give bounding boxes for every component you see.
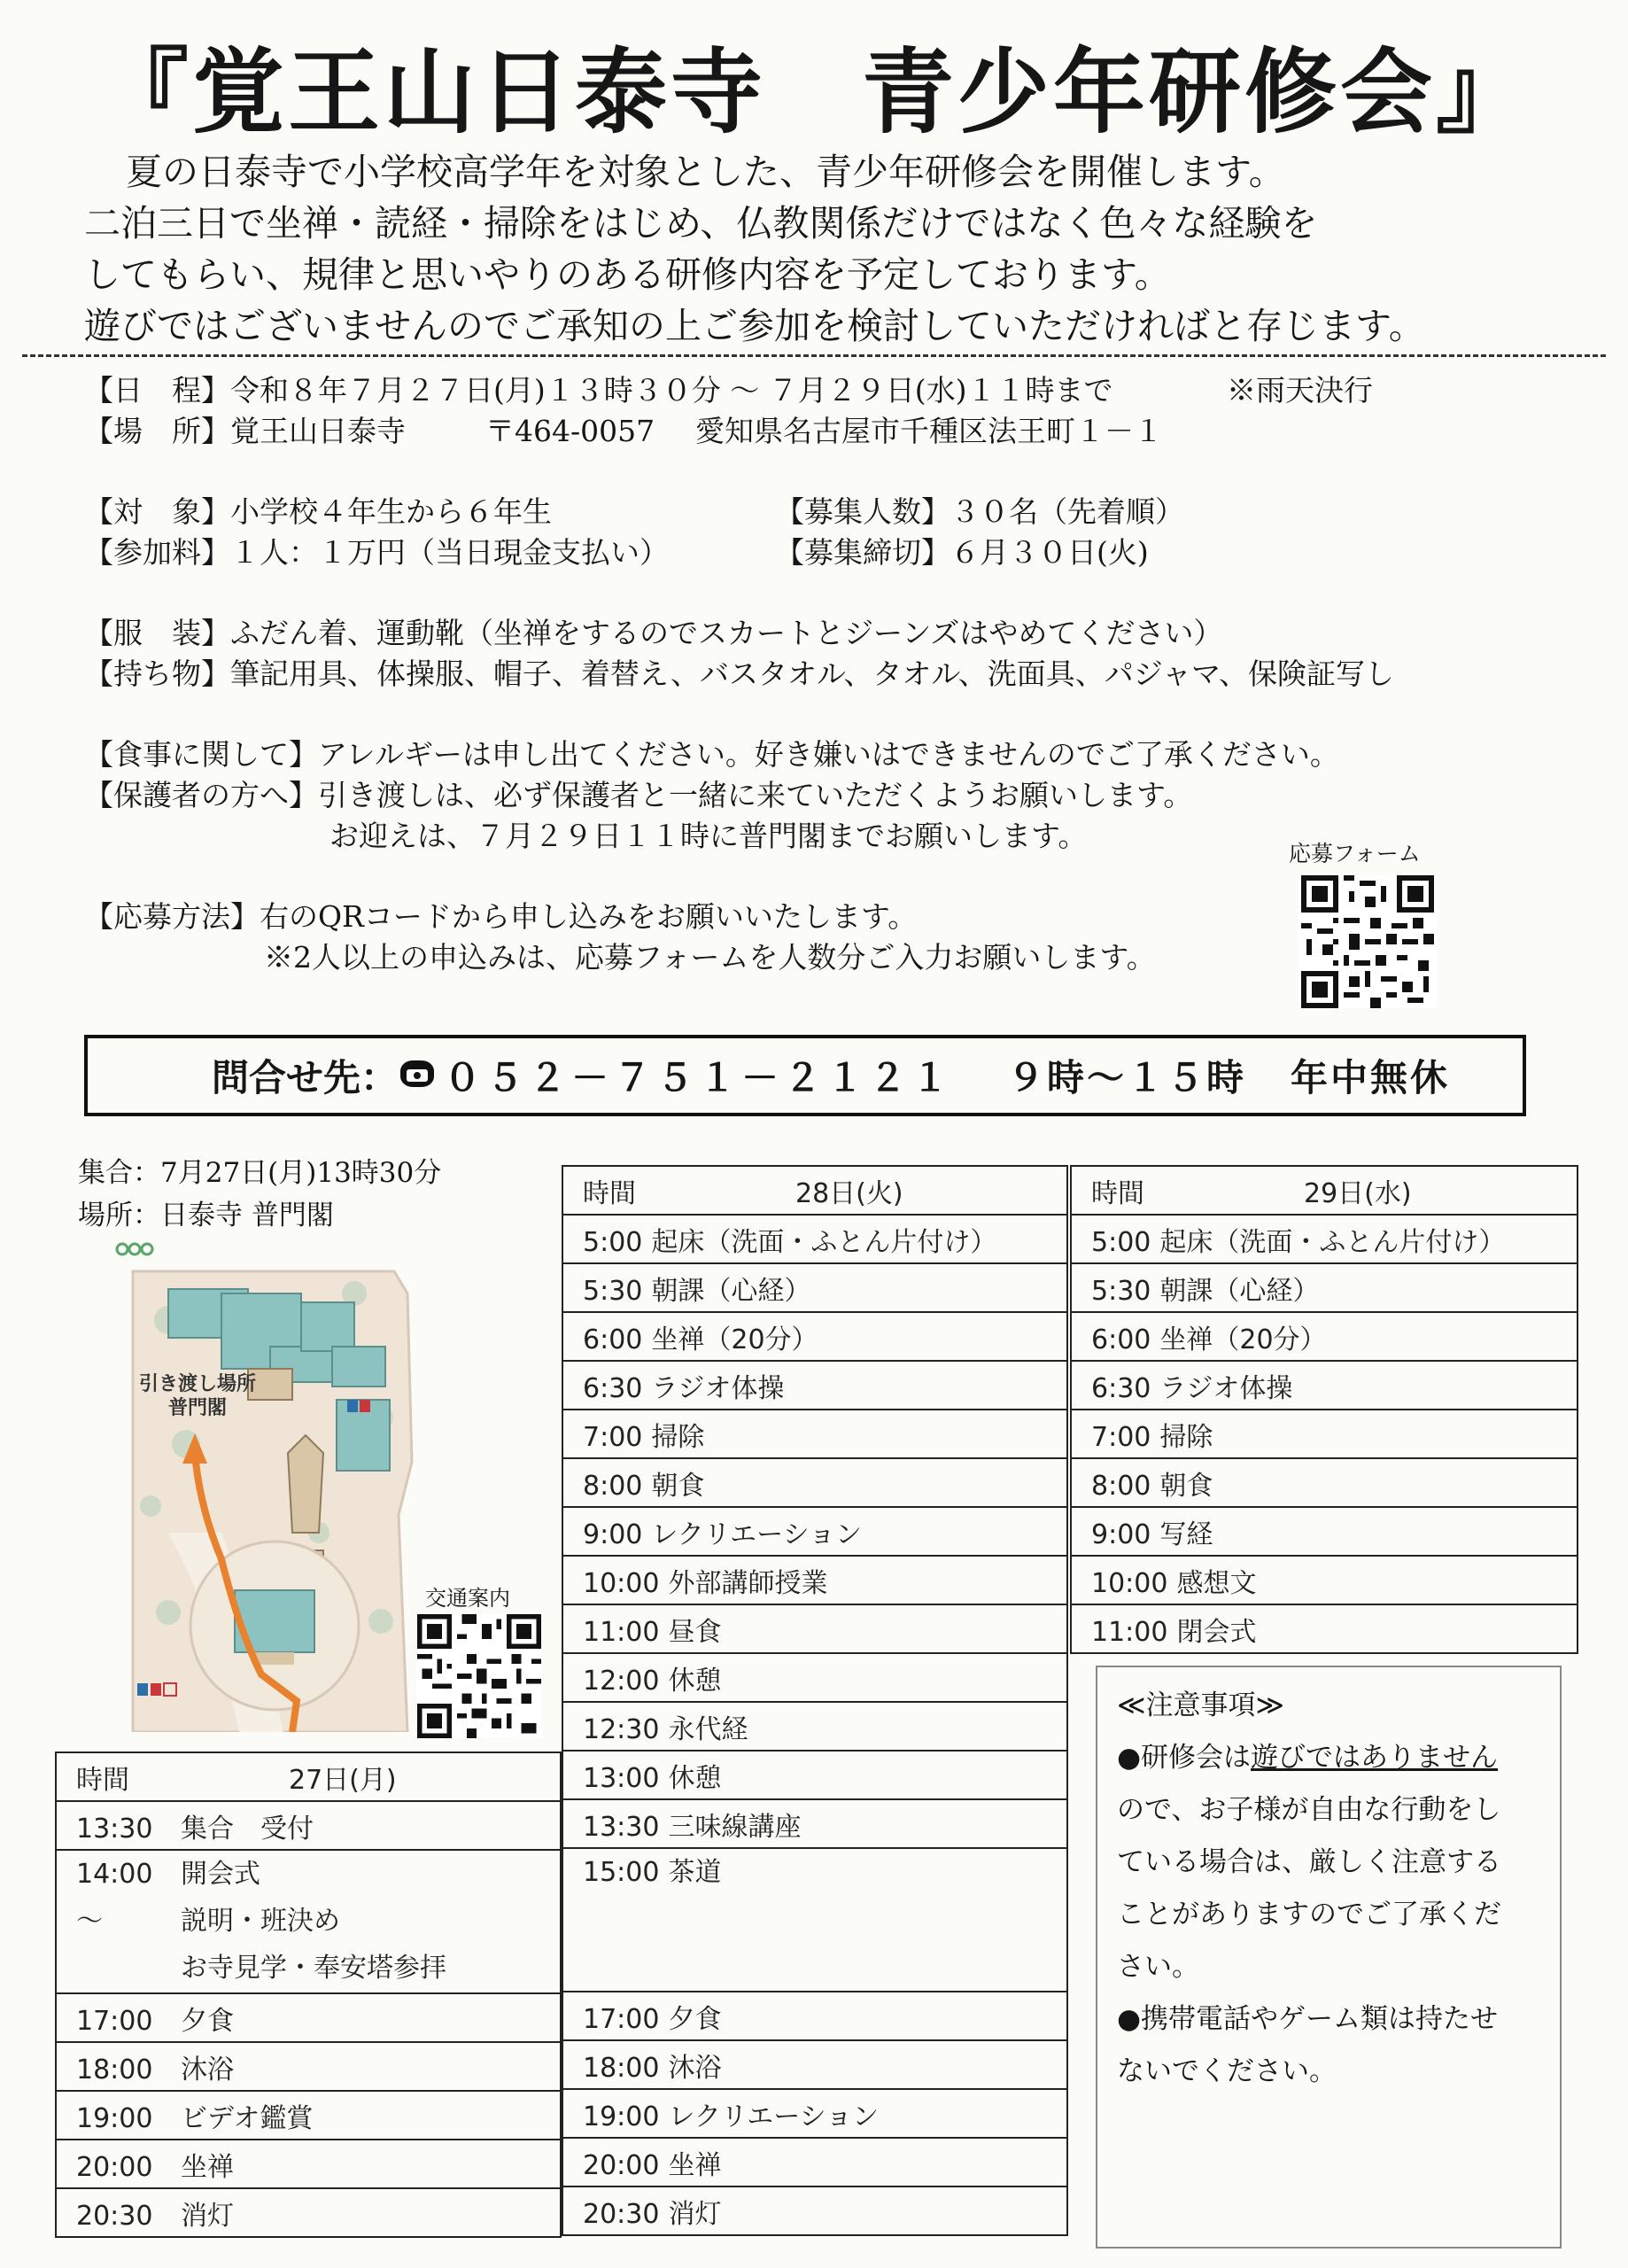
table-cell (1071, 1507, 1578, 1556)
table-cell (56, 1850, 561, 1993)
row-time: 6:00 (583, 1324, 643, 1355)
table-row (1071, 1361, 1578, 1410)
row-activity: 感想文 (1176, 1567, 1257, 1599)
table-cell (562, 1263, 1067, 1312)
row-time: 18:00 (583, 2052, 660, 2084)
row-activity: 写経 (1159, 1518, 1213, 1550)
table-row (562, 1653, 1067, 1702)
row-time: 20:30 (76, 2200, 153, 2232)
notes-line: ている場合は、厳しく注意する (1117, 1846, 1501, 1878)
table-cell (562, 1361, 1067, 1410)
row-activity: レクリエーション (668, 2101, 880, 2132)
fee-value: １人：１万円（当日現金支払い） (230, 535, 669, 570)
notes-p1-underlined: 遊びではありません (1251, 1742, 1499, 1774)
target-value: 小学校４年生から６年生 (230, 494, 552, 529)
dashed-divider (22, 354, 1606, 357)
table-row (1071, 1312, 1578, 1361)
row-activity: 朝食 (1159, 1470, 1213, 1502)
table-cell (1071, 1361, 1578, 1410)
notes-line: ●携帯電話やゲーム類は持たせ (1117, 2003, 1499, 2035)
deadline-value: ６月３０日(火) (950, 535, 1149, 570)
apply-note: ※2人以上の申込みは、応募フォームを人数分ご入力お願いします。 (264, 940, 1156, 975)
table-cell (56, 1801, 561, 1850)
table-row (1071, 1410, 1578, 1458)
info-items (84, 656, 1394, 693)
table-header-row (1071, 1166, 1578, 1215)
table-header (1071, 1166, 1578, 1215)
row-time: 15:00 (583, 1857, 660, 1888)
time-header: 時間 (76, 1764, 129, 1796)
table-cell (562, 1312, 1067, 1361)
row-time: 9:00 (583, 1518, 643, 1550)
schedule-value: 令和８年７月２７日(月)１３時３０分 ～ ７月２９日(水)１１時まで (230, 373, 1113, 408)
table-cell (562, 1458, 1067, 1507)
contact-box (84, 1035, 1526, 1116)
row-time: 13:30 (583, 1811, 660, 1843)
row-activity: 閉会式 (1176, 1616, 1257, 1648)
table-row (1071, 1215, 1578, 1263)
apply-label: 【応募方法】 (84, 899, 260, 934)
page-title: 『覚王山日泰寺 青少年研修会』 (96, 37, 1531, 146)
address: 愛知県名古屋市千種区法王町１－１ (695, 414, 1163, 448)
application-form-qr-code[interactable] (1299, 875, 1437, 1008)
row-time: 10:00 (583, 1567, 660, 1599)
row-activity: ラジオ体操 (651, 1372, 785, 1404)
row-activity: 朝食 (651, 1470, 705, 1502)
capacity-value: ３０名（先着順） (950, 494, 1184, 529)
clothing-label: 【服 装】 (84, 616, 230, 650)
row-time: 10:00 (1091, 1567, 1168, 1599)
intro-line: 夏の日泰寺で小学校高学年を対象とした、青少年研修会を開催します。 (126, 151, 1285, 193)
table-header (56, 1752, 561, 1801)
table-row (1071, 1263, 1578, 1312)
day-header: 28日(火) (795, 1177, 903, 1209)
table-row (562, 1215, 1067, 1263)
guardian-label: 【保護者の方へ】 (84, 778, 318, 812)
contact-label: 問合せ先： (212, 1056, 399, 1099)
table-cell (562, 2186, 1067, 2235)
table-row (562, 1604, 1067, 1653)
notes-box (1096, 1666, 1562, 2249)
intro-text (84, 146, 1590, 352)
meals-value: アレルギーは申し出てください。好き嫌いはできませんのでご了承ください。 (318, 737, 1339, 772)
table-cell (562, 1604, 1067, 1653)
row-activity: ビデオ鑑賞 (181, 2102, 314, 2134)
table-row (1071, 1458, 1578, 1507)
postal-code: 〒464-0057 (485, 414, 655, 448)
table-header-row (562, 1166, 1067, 1215)
row-activity: 坐禅（20分） (1159, 1324, 1327, 1355)
table-cell (1071, 1263, 1578, 1312)
row-time: 5:00 (583, 1226, 643, 1258)
schedule-table-day29 (1070, 1165, 1578, 1654)
notes-line: ないでください。 (1117, 2055, 1337, 2087)
schedule-body-day28 (562, 1215, 1067, 2235)
table-cell (562, 1751, 1067, 1799)
place-label: 【場 所】 (84, 414, 230, 448)
table-cell (562, 1507, 1067, 1556)
info-place (84, 413, 406, 450)
row-time: 12:00 (583, 1665, 660, 1697)
row-time: 14:00 (76, 1859, 153, 1890)
table-cell (562, 1702, 1067, 1751)
meeting-place: 場所：日泰寺 普門閣 (78, 1200, 334, 1231)
row-time: 19:00 (76, 2102, 153, 2134)
row-activity: 朝課（心経） (1159, 1275, 1320, 1307)
table-header-row (56, 1752, 561, 1801)
row-activity: 休憩 (668, 1665, 722, 1697)
row-time: 7:00 (583, 1421, 643, 1453)
table-cell (562, 2040, 1067, 2089)
row-time: 17:00 (583, 2003, 660, 2035)
row-time: 9:00 (1091, 1518, 1151, 1550)
table-row (56, 1850, 561, 1993)
day-header: 29日(水) (1304, 1177, 1412, 1209)
table-row (1071, 1604, 1578, 1653)
row-activity: 坐禅 (181, 2151, 234, 2183)
row-time: 11:00 (1091, 1616, 1168, 1648)
row-activity: 茶道 (668, 1857, 722, 1888)
row-time: 6:30 (1091, 1372, 1151, 1404)
handover-building-label: 普門閣 (168, 1397, 228, 1419)
row-activity: 沐浴 (668, 2052, 722, 2084)
info-clothing (84, 615, 1222, 652)
table-cell (56, 2140, 561, 2188)
table-cell (56, 1993, 561, 2042)
table-cell (562, 1410, 1067, 1458)
table-row (562, 1312, 1067, 1361)
table-cell (56, 2091, 561, 2140)
table-cell (562, 1653, 1067, 1702)
contact-holiday: 年中無休 (1291, 1056, 1451, 1099)
row-time: 20:00 (76, 2151, 153, 2183)
schedule-note: ※雨天決行 (1227, 373, 1373, 408)
table-row (1071, 1556, 1578, 1604)
row-activity: 起床（洗面・ふとん片付け） (651, 1226, 997, 1258)
table-row (562, 1263, 1067, 1312)
notes-line: ことがありますのでご了承くだ (1117, 1899, 1501, 1930)
row-activity: 集合 受付 (181, 1813, 314, 1845)
row-activity: 掃除 (651, 1421, 705, 1453)
info-capacity (775, 493, 1184, 531)
table-row (562, 1702, 1067, 1751)
time-header: 時間 (1091, 1177, 1144, 1209)
table-row (1071, 1507, 1578, 1556)
table-row (562, 1848, 1067, 1992)
table-cell (562, 2138, 1067, 2186)
info-guardian (84, 777, 1192, 814)
handover-label: 引き渡し場所 (139, 1373, 257, 1395)
row-activity: 掃除 (1159, 1421, 1213, 1453)
info-apply (84, 898, 917, 936)
table-cell (562, 1848, 1067, 1992)
row-time: 5:30 (1091, 1275, 1151, 1307)
meals-label: 【食事に関して】 (84, 737, 318, 772)
row-activity: 起床（洗面・ふとん片付け） (1159, 1226, 1506, 1258)
row-activity: 夕食 (181, 2005, 234, 2037)
table-cell (562, 1992, 1067, 2040)
schedule-table-day27 (55, 1751, 562, 2238)
row-time: 17:00 (76, 2005, 153, 2037)
row-activity: 三味線講座 (668, 1811, 802, 1843)
info-target (84, 493, 552, 531)
row-time: 5:00 (1091, 1226, 1151, 1258)
table-row (562, 1361, 1067, 1410)
table-cell (562, 1556, 1067, 1604)
row-activity: 説明・班決め (181, 1906, 340, 1937)
table-row (562, 1751, 1067, 1799)
schedule-table-day28 (562, 1165, 1068, 2236)
table-cell (562, 2089, 1067, 2138)
notes-line: さい。 (1117, 1951, 1199, 1983)
guardian-value: 引き渡しは、必ず保護者と一緒に来ていただくようお願いします。 (318, 778, 1193, 812)
access-qr-label: 交通案内 (425, 1586, 510, 1611)
row-time: 13:00 (583, 1762, 660, 1794)
row-activity: 沐浴 (181, 2054, 234, 2085)
info-meals (84, 736, 1339, 773)
fee-label: 【参加料】 (84, 535, 230, 570)
table-row (562, 1799, 1067, 1848)
table-row (562, 2040, 1067, 2089)
row-time: 5:30 (583, 1275, 643, 1307)
row-activity: 坐禅 (668, 2149, 722, 2181)
row-activity: 朝課（心経） (651, 1275, 811, 1307)
table-row (56, 1993, 561, 2042)
guardian-value-2: お迎えは、７月２９日１１時に普門閣までお願いします。 (329, 819, 1088, 853)
clothing-value: ふだん着、運動靴（坐禅をするのでスカートとジーンズはやめてください） (230, 616, 1223, 650)
row-time: 11:00 (583, 1616, 660, 1648)
table-row (56, 1801, 561, 1850)
phone-icon (398, 1054, 437, 1098)
row-activity: 開会式 (181, 1859, 260, 1890)
intro-line: 二泊三日で坐禅・読経・掃除をはじめ、仏教関係だけではなく色々な経験を (84, 202, 1318, 245)
table-row (56, 2091, 561, 2140)
items-value: 筆記用具、体操服、帽子、着替え、バスタオル、タオル、洗面具、パジャマ、保険証写し (230, 656, 1395, 691)
table-row (56, 2188, 561, 2237)
schedule-body-day29 (1071, 1215, 1578, 1653)
access-qr-code[interactable] (416, 1614, 542, 1738)
row-time: 8:00 (583, 1470, 643, 1502)
contact-phone-number[interactable]: ０５２－７５１－２１２１ (444, 1056, 955, 1099)
table-row (562, 2089, 1067, 2138)
table-row (56, 2140, 561, 2188)
table-cell (1071, 1458, 1578, 1507)
row-activity: ラジオ体操 (1159, 1372, 1293, 1404)
notes-title: ≪注意事項≫ (1117, 1689, 1284, 1721)
table-row (562, 2186, 1067, 2235)
row-time: 6:30 (583, 1372, 643, 1404)
row-activity: 外部講師授業 (668, 1567, 828, 1599)
place-value: 覚王山日泰寺 (230, 414, 406, 448)
table-row (56, 2042, 561, 2091)
row-activity: レクリエーション (651, 1518, 862, 1550)
time-header: 時間 (583, 1177, 636, 1209)
info-deadline (775, 534, 1149, 571)
table-row (562, 1458, 1067, 1507)
table-cell (1071, 1215, 1578, 1263)
table-cell (56, 2042, 561, 2091)
table-row (562, 1410, 1067, 1458)
row-time: 12:30 (583, 1713, 660, 1745)
items-label: 【持ち物】 (84, 656, 230, 691)
table-row (562, 1992, 1067, 2040)
info-schedule (84, 372, 1112, 409)
row-time: 20:30 (583, 2198, 660, 2230)
row-time: 8:00 (1091, 1470, 1151, 1502)
row-activity: 昼食 (668, 1616, 722, 1648)
table-cell (1071, 1410, 1578, 1458)
apply-value: 右のQRコードから申し込みをお願いいたします。 (260, 899, 918, 934)
table-cell (56, 2188, 561, 2237)
row-time: 7:00 (1091, 1421, 1151, 1453)
info-fee (84, 534, 669, 571)
table-row (562, 1556, 1067, 1604)
row-activity: 夕食 (668, 2003, 722, 2035)
row-activity: 坐禅（20分） (651, 1324, 818, 1355)
form-qr-label: 応募フォーム (1289, 841, 1421, 866)
row-time: 19:00 (583, 2101, 660, 2132)
row-time: 13:30 (76, 1813, 153, 1845)
row-activity: 消灯 (181, 2200, 234, 2232)
table-cell (562, 1799, 1067, 1848)
intro-line: してもらい、規律と思いやりのある研修内容を予定しております。 (84, 253, 1171, 296)
row-activity: 休憩 (668, 1762, 722, 1794)
row-tilde: 〜 (76, 1906, 103, 1937)
row-time: 18:00 (76, 2054, 153, 2085)
table-cell (562, 1215, 1067, 1263)
target-label: 【対 象】 (84, 494, 230, 529)
row-activity: 永代経 (668, 1713, 748, 1745)
row-activity: お寺見学・奉安塔参拝 (181, 1953, 446, 1984)
intro-line: 遊びではございませんのでご承知の上ご参加を検討していただければと存じます。 (84, 305, 1425, 347)
row-time: 20:00 (583, 2149, 660, 2181)
deadline-label: 【募集締切】 (775, 535, 950, 570)
contact-hours: ９時～１５時 (1007, 1056, 1247, 1099)
row-activity: 消灯 (668, 2198, 722, 2230)
notes-p1-prefix: ●研修会は (1117, 1742, 1252, 1774)
notes-line: ので、お子様が自由な行動をし (1117, 1794, 1501, 1826)
table-cell (1071, 1556, 1578, 1604)
table-row (562, 1507, 1067, 1556)
table-header (562, 1166, 1067, 1215)
table-cell (1071, 1312, 1578, 1361)
row-time: 6:00 (1091, 1324, 1151, 1355)
table-row (562, 2138, 1067, 2186)
day-header: 27日(月) (289, 1764, 397, 1796)
meeting-time: 集合：7月27日(月)13時30分 (78, 1157, 442, 1189)
table-cell (1071, 1604, 1578, 1653)
capacity-label: 【募集人数】 (775, 494, 950, 529)
schedule-label: 【日 程】 (84, 373, 230, 408)
